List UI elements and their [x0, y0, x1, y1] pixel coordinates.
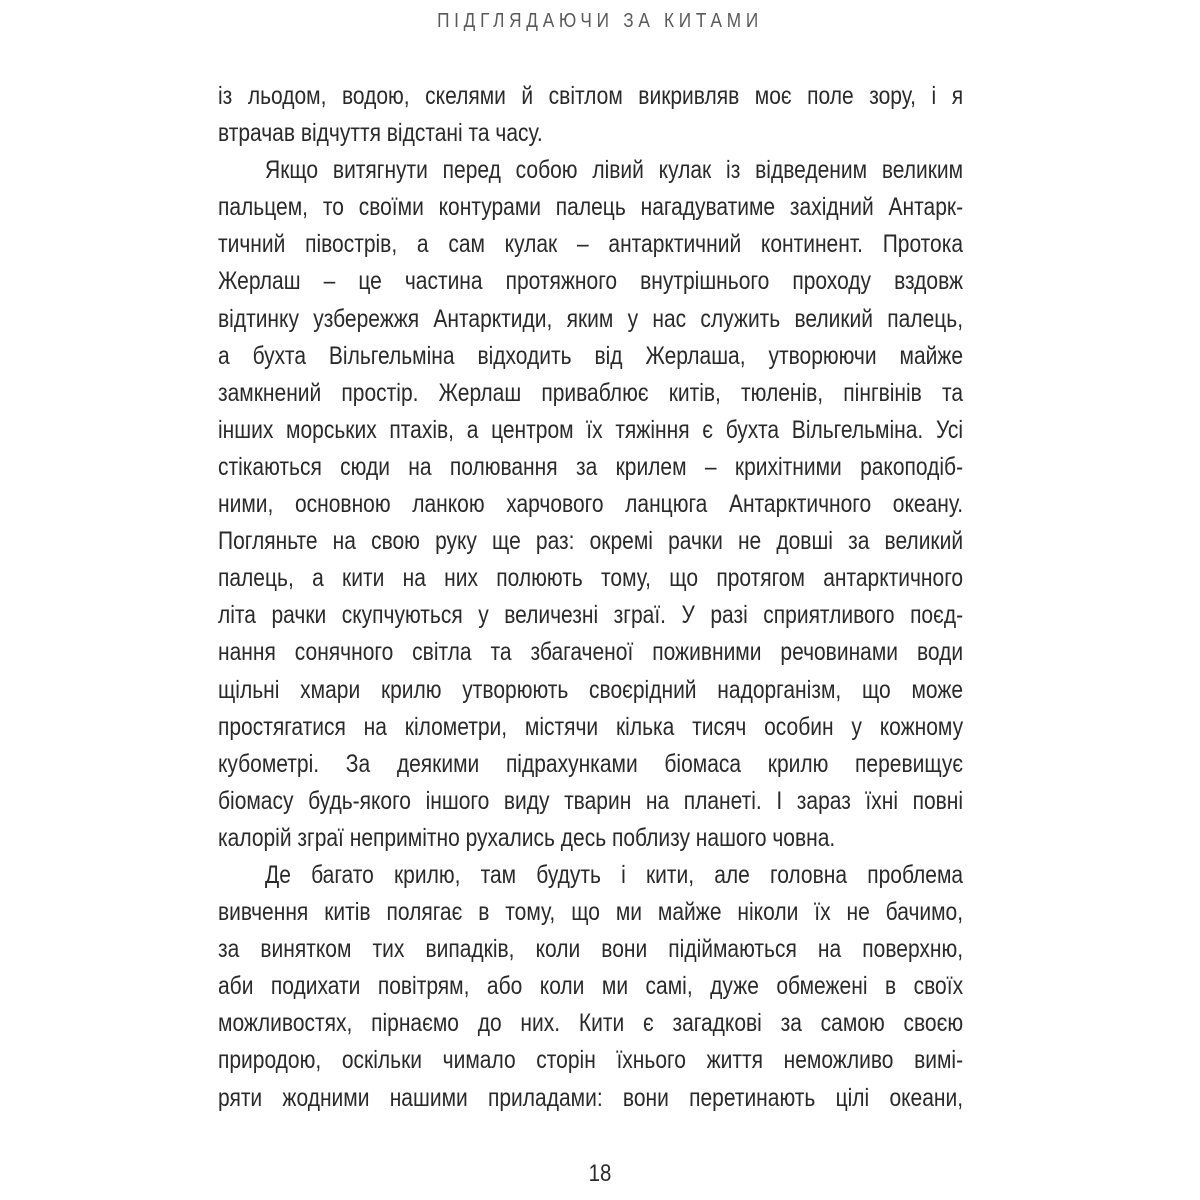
page-number: 18 [588, 1160, 612, 1187]
text-line: калорій зграї непримітно рухались десь поблизу нашого човна. [218, 823, 836, 852]
text-line: стікаються сюди на полювання за крилем – крихітними ракоподіб- [218, 452, 964, 481]
text-line: а бухта Вільгельміна відходить від Жерлаша, утворюючи майже [218, 341, 964, 370]
text-line: із льодом, водою, скелями й світлом викривляв моє поле зору, і я [218, 82, 964, 110]
text-line: інших морських птахів, а центром їх тяжіння є бухта Вільгельміна. Усі [218, 415, 964, 444]
text-line: Погляньте на свою руку ще раз: окремі рачки не довші за великий [218, 527, 964, 556]
text-line: ряти жодними нашими приладами: вони перетинають цілі океани, [218, 1083, 964, 1112]
text-line: природою, оскільки чимало сторін їхнього життя неможливо вимі- [218, 1046, 964, 1075]
text-line: палець, а кити на них полюють тому, що протягом антарктичного [218, 564, 964, 593]
text-line: пальцем, то своїми контурами палець нагадуватиме західний Антарк- [218, 193, 964, 222]
text-line: можливостях, пірнаємо до них. Кити є загадкові за самою своєю [218, 1009, 964, 1038]
text-line: за винятком тих випадків, коли вони підіймаються на поверхню, [218, 935, 964, 964]
text-line: вивчення китів полягає в тому, що ми майже ніколи їх не бачимо, [218, 898, 964, 927]
text-line: ними, основною ланкою харчового ланцюга Антарктичного океану. [218, 490, 964, 519]
text-line: замкнений простір. Жерлаш приваблює китів, тюленів, пінгвінів та [218, 378, 964, 407]
text-line: Якщо витягнути перед собою лівий кулак із відведеним великим [265, 156, 964, 185]
text-line: втрачав відчуття відстані та часу. [218, 119, 543, 148]
text-line: нання сонячного світла та збагаченої поживними речовинами води [218, 638, 964, 667]
text-line: простягатися на кілометри, містячи кілька тисяч особин у кожному [218, 712, 964, 741]
text-line: Жерлаш – це частина протяжного внутрішнього проходу вздовж [218, 267, 964, 296]
text-line: відтинку узбережжя Антарктиди, яким у нас служить великий палець, [218, 304, 964, 333]
text-line: Де багато крилю, там будуть і кити, але головна проблема [265, 860, 964, 889]
text-line: літа рачки скупчуються у величезні зграї. У разі сприятливого поєд- [218, 601, 964, 630]
running-head: ПІДГЛЯДАЮЧИ ЗА КИТАМИ [437, 10, 763, 32]
text-line: тичний півострів, а сам кулак – антарктичний континент. Протока [218, 230, 964, 259]
text-line: аби подихати повітрям, або коли ми самі, дуже обмежені в своїх [218, 972, 964, 1001]
text-line: щільні хмари крилю утворюють своєрідний надорганізм, що може [218, 675, 964, 704]
text-line: кубометрі. За деякими підрахунками біомаса крилю перевищує [218, 749, 964, 778]
body-text [218, 78, 963, 1117]
text-line: біомасу будь-якого іншого виду тварин на планеті. І зараз їхні повні [218, 786, 964, 815]
